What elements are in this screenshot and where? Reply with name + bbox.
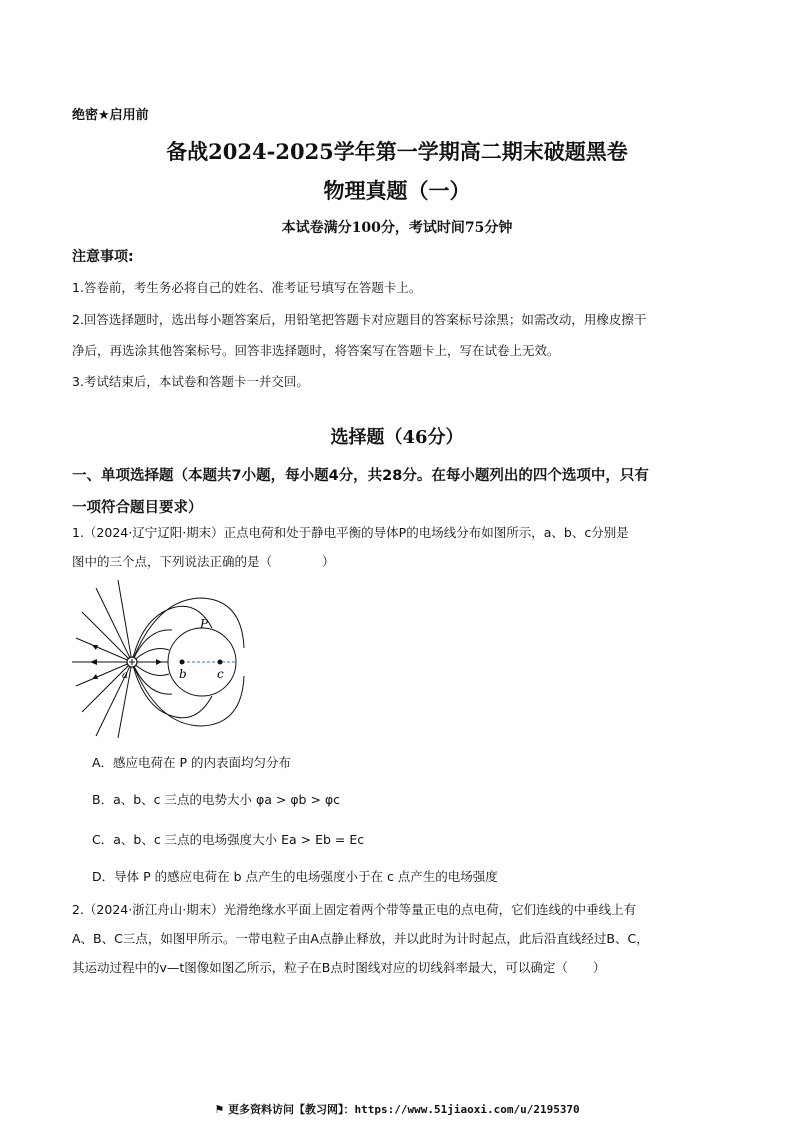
footer-link[interactable]	[0, 1101, 794, 1117]
q1-option-c: C．a、b、c 三点的电场强度大小 Ea > Eb = Ec	[92, 832, 365, 847]
label-p: P	[200, 617, 209, 631]
notice-item-1: 1.答卷前，考生务必将自己的姓名、准考证号填写在答题卡上。	[72, 280, 422, 295]
exam-subtitle: 物理真题（一）	[323, 178, 471, 203]
confidential-label: 绝密★启用前	[72, 108, 149, 123]
section-title: 选择题（46分）	[330, 427, 464, 448]
notice-item-2b: 净后，再选涂其他答案标号。回答非选择题时，将答案写在答题卡上，写在试卷上无效。	[72, 343, 560, 358]
field-line-figure	[72, 578, 252, 740]
exam-title: 备战2024-2025学年第一学期高二期末破题黑卷	[166, 139, 628, 164]
part-heading-line2: 一项符合题目要求）	[72, 500, 203, 516]
q2-line3: 其运动过程中的v—t图像如图乙所示，粒子在B点时图线对应的切线斜率最大，可以确定（ ）	[72, 960, 606, 975]
notice-item-2a: 2.回答选择题时，选出每小题答案后，用铅笔把答题卡对应题目的答案标号涂黑；如需改动，用橡皮擦干	[72, 312, 647, 327]
notice-heading: 注意事项:	[72, 249, 134, 265]
q1-option-a: A．感应电荷在 P 的内表面均匀分布	[92, 755, 292, 770]
q1-option-d: D．导体 P 的感应电荷在 b 点产生的电场强度小于在 c 点产生的电场强度	[92, 869, 498, 884]
q1-line2: 图中的三个点，下列说法正确的是（ ）	[72, 554, 335, 569]
q2-stem	[72, 895, 732, 982]
point-b	[180, 660, 185, 665]
footer-text[interactable]: 更多资料访问【教习网】：https://www.51jiaoxi.com/u/2195370	[228, 1103, 580, 1116]
exam-info: 本试卷满分100分，考试时间75分钟	[281, 220, 513, 236]
point-c	[218, 660, 223, 665]
label-c: c	[217, 667, 224, 681]
q2-line2: A、B、C三点，如图甲所示。一带电粒子由A点静止释放，并以此时为计时起点，此后沿直线经过B、C，	[72, 931, 649, 946]
part-heading-line1: 一、单项选择题（本题共7小题，每小题4分，共28分。在每小题列出的四个选项中，只有	[72, 468, 649, 484]
label-a: a	[122, 670, 128, 681]
q1-option-b: B．a、b、c 三点的电势大小 φa > φb > φc	[92, 792, 341, 807]
flag-icon: ⚑	[214, 1103, 229, 1116]
label-b: b	[179, 667, 187, 681]
q1-line1: 1.（2024·辽宁辽阳·期末）正点电荷和处于静电平衡的导体P的电场线分布如图所示，a、b、c分别是	[72, 525, 629, 540]
q1-stem	[72, 518, 732, 576]
part-heading	[72, 460, 732, 524]
q2-line1: 2.（2024·浙江舟山·期末）光滑绝缘水平面上固定着两个带等量正电的点电荷，它们连线的中垂线上有	[72, 902, 637, 917]
notice-item-3: 3.考试结束后，本试卷和答题卡一并交回。	[72, 374, 309, 389]
